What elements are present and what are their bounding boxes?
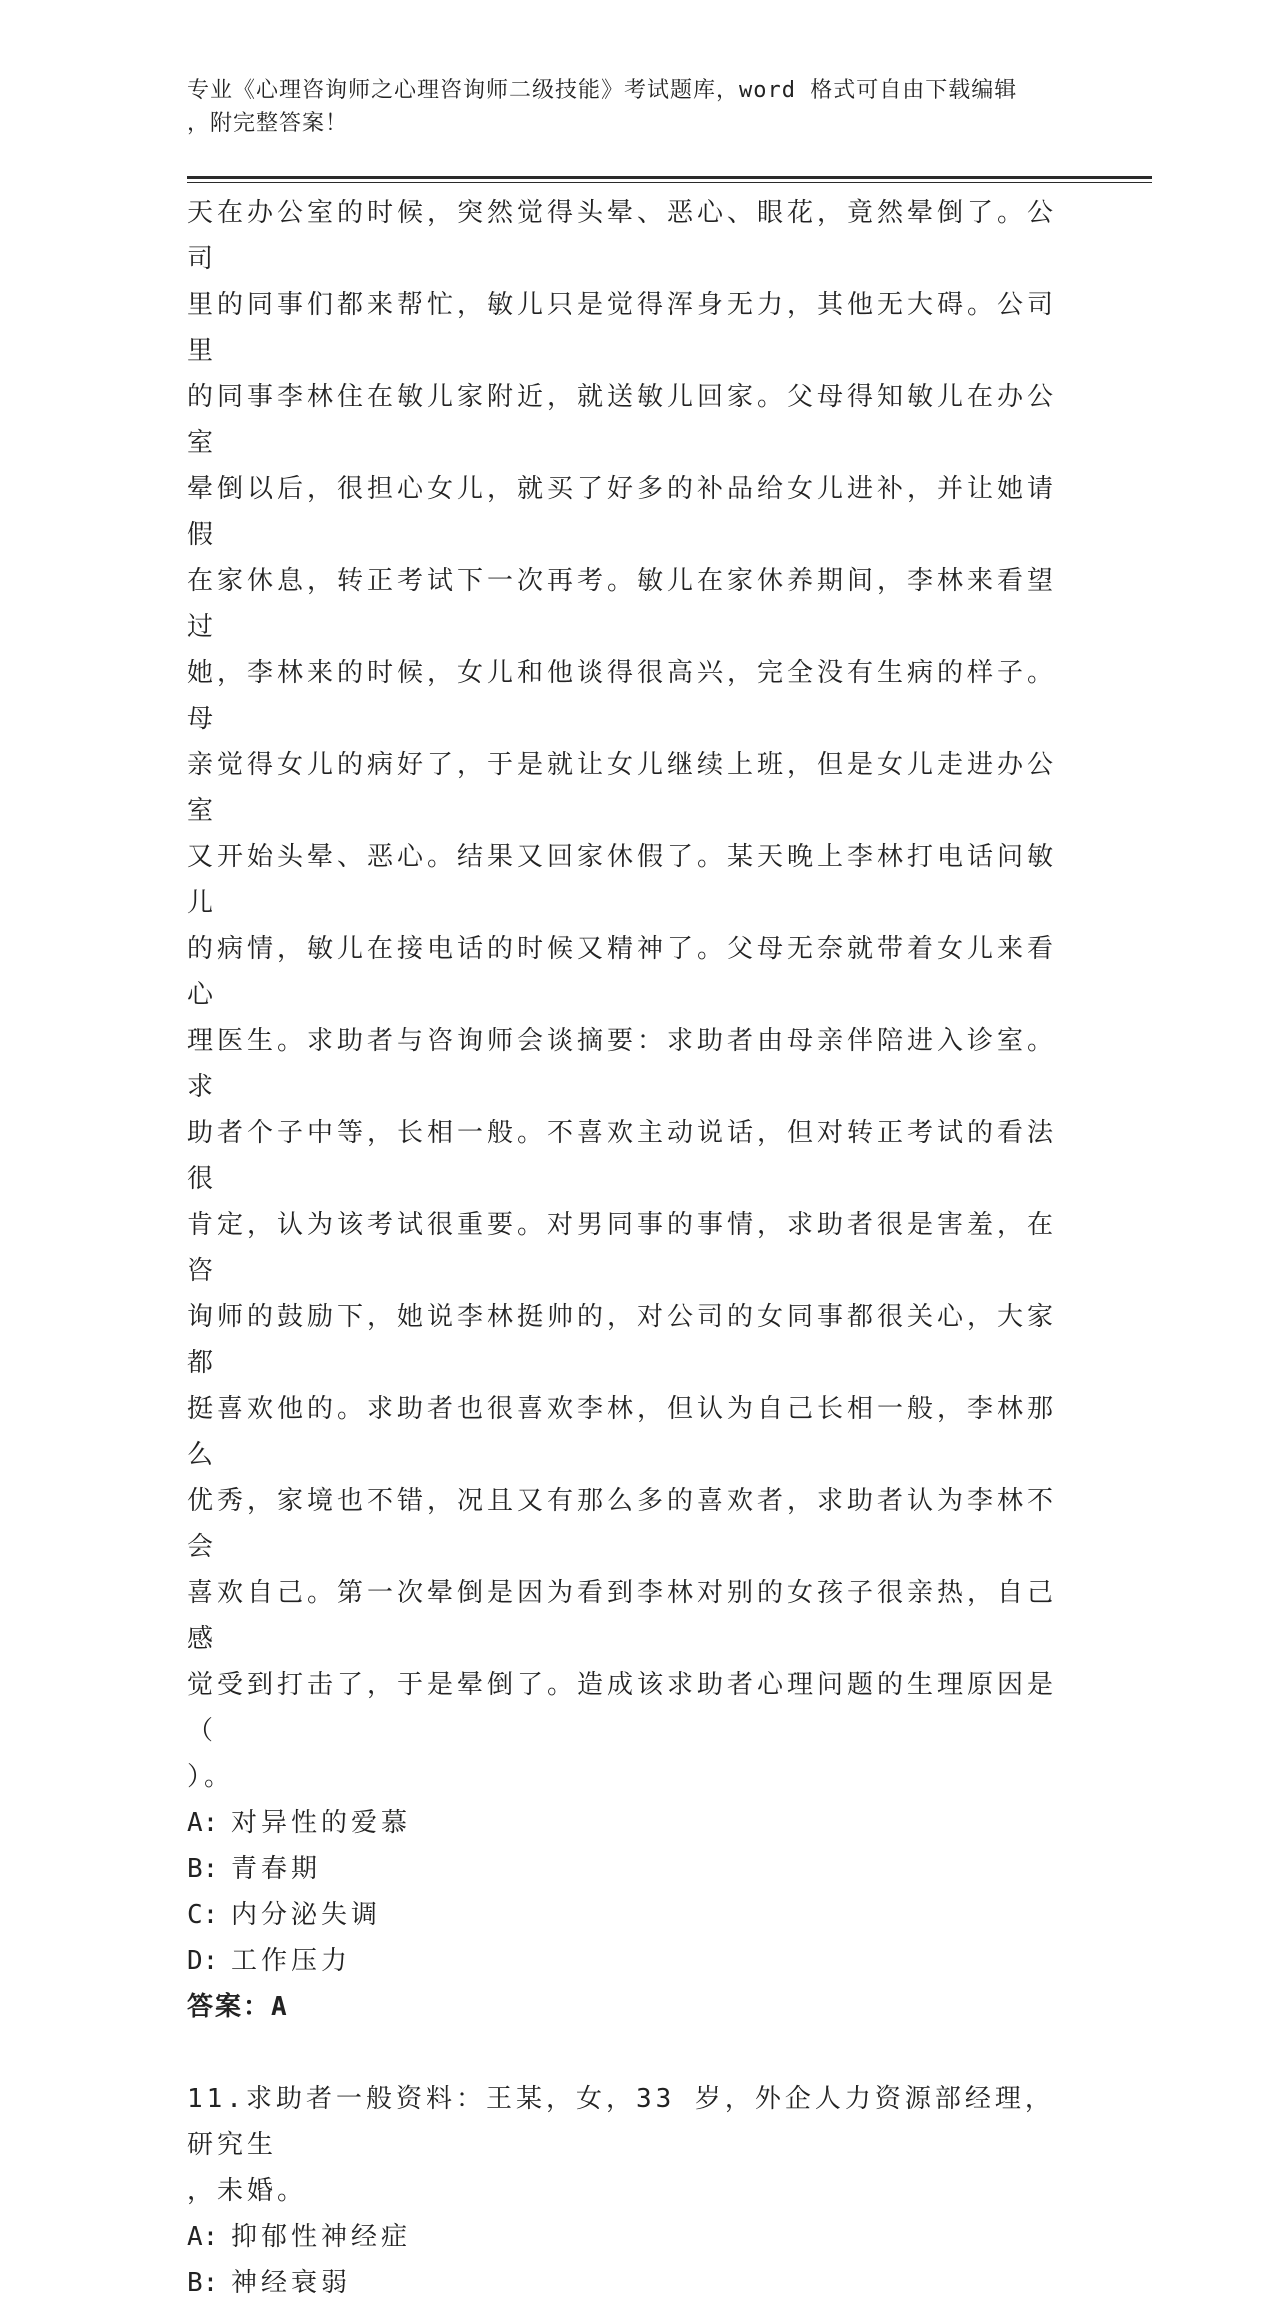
option-text: 内分泌失调 [231, 1900, 382, 1930]
option-letter: D: [187, 1946, 219, 1976]
question-10-stem: 天在办公室的时候，突然觉得头晕、恶心、眼花，竟然晕倒了。公司 里的同事们都来帮忙，敏儿只是觉得浑身无力，其他无大碍。公司里 的同事李林住在敏儿家附近，就送敏儿回家。父母得知敏儿在办公室 晕倒以后，很担心女儿，就买了好多的补品给女儿进补，并让她请假 在家休息，转正考试下一次再考。敏儿在家休养期间，李林来看望过 她，李林来的时候，女儿和他谈得很高兴，完全没有生病的样子。母 亲觉得女儿的病好了，于是就让女儿继续上班，但是女儿走进办公室 又开始头晕、恶心。结果又回家休假了。某天晚上李林打电话问敏儿 的病情，敏儿在接电话的时候又精神了。父母无奈就带着女儿来看心 理医生。求助者与咨询师会谈摘要：求助者由母亲伴陪进入诊室。求 助者个子中等，长相一般。不喜欢主动说话，但对转正考试的看法很 肯定，认为该考试很重要。对男同事的事情，求助者很是害羞，在咨 询师的鼓励下，她说李林挺帅的，对公司的女同事都很关心，大家都 挺喜欢他的。求助者也很喜欢李林，但认为自己长相一般，李林那么 优秀，家境也不错，况且又有那么多的喜欢者，求助者认为李林不会 喜欢自己。第一次晕倒是因为看到李林对别的女孩子很亲热，自己感 觉受到打击了，于是晕倒了。造成该求助者心理问题的生理原因是（ ）。 [187, 198, 1058, 1792]
option-letter: B: [187, 1854, 219, 1884]
option-text: 对异性的爱慕 [231, 1808, 412, 1838]
question-gap [187, 2030, 1067, 2076]
question-11-option-b [187, 2260, 1067, 2306]
header-divider-thin [187, 182, 1152, 183]
document-header: 专业《心理咨询师之心理咨询师二级技能》考试题库，word 格式可自由下载编辑 ，附完整答案！ [187, 78, 1018, 136]
option-letter: A: [187, 2222, 219, 2252]
option-letter: B: [187, 2268, 219, 2298]
header-divider-thick [187, 176, 1152, 179]
option-text: 工作压力 [231, 1946, 352, 1976]
option-letter: A: [187, 1808, 219, 1838]
question-11-option-a [187, 2214, 1067, 2260]
question-10-option-b [187, 1846, 1067, 1892]
question-10-option-a [187, 1800, 1067, 1846]
option-text: 青春期 [231, 1854, 322, 1884]
option-letter: C: [187, 1900, 219, 1930]
question-10-option-d [187, 1938, 1067, 1984]
document-body [187, 190, 1067, 2306]
question-10-answer: 答案：A [187, 1992, 289, 2022]
question-10-option-c [187, 1892, 1067, 1938]
question-11-stem: 11.求助者一般资料：王某，女，33 岁，外企人力资源部经理，研究生 ，未婚。 [187, 2084, 1055, 2206]
option-text: 神经衰弱 [231, 2268, 352, 2298]
option-text: 抑郁性神经症 [231, 2222, 412, 2252]
